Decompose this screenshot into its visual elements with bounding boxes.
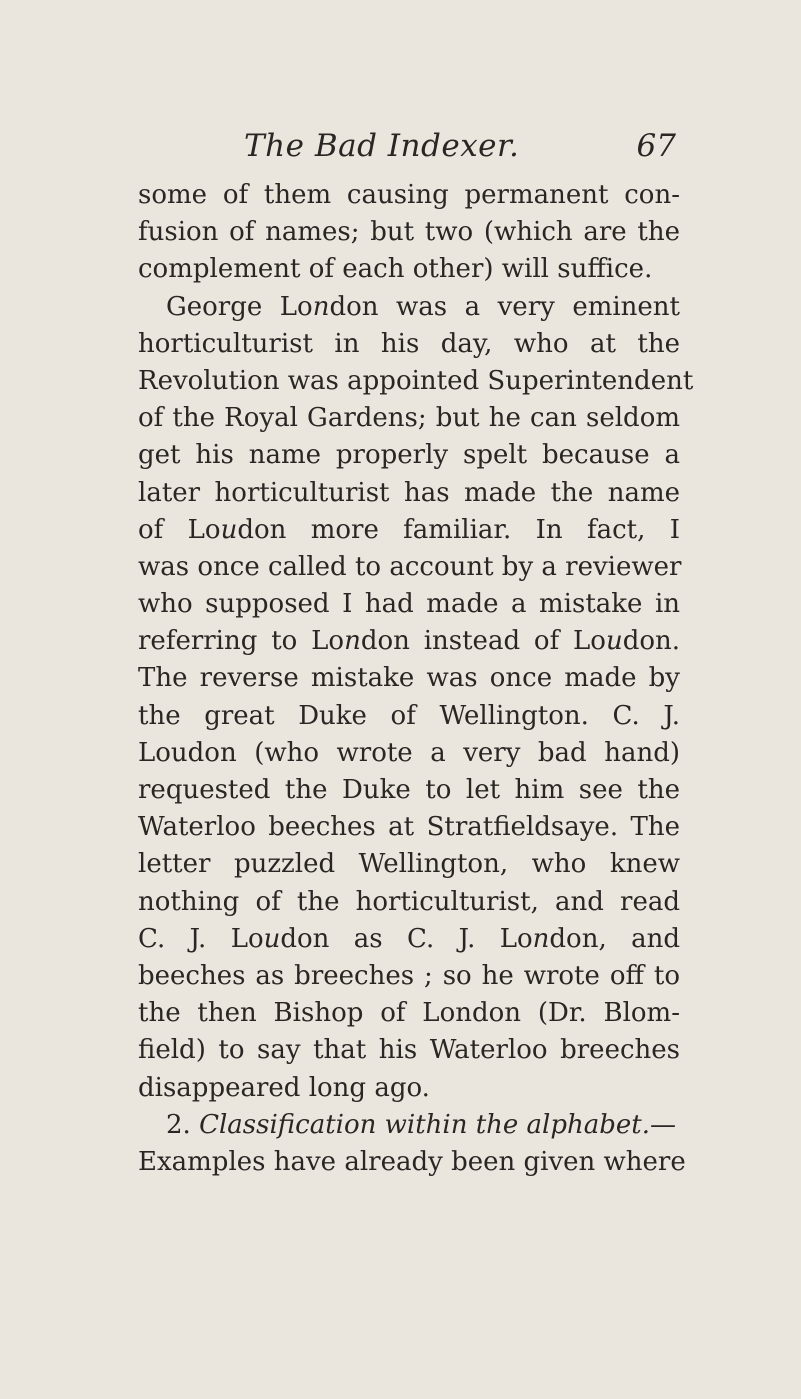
text-line [138,512,680,549]
text-line [138,884,680,921]
text-segment: horticulturist in his day, who at the [138,328,680,359]
text-line [138,214,680,251]
text-segment: field) to say that his Waterloo breeches [138,1035,680,1066]
text-segment: of the Royal Gardens; but he can seldom [138,403,680,434]
text-line [138,921,680,958]
text-segment: letter puzzled Wellington, who knew [138,849,680,880]
italic-text: u [605,626,623,657]
text-segment: disappeared long ago. [138,1072,430,1103]
text-line [138,326,680,363]
text-segment: don was a very eminent [329,291,681,322]
text-line [138,1144,686,1181]
text-line [138,177,680,214]
text-segment: get his name properly spelt because a [138,440,680,471]
text-line [138,475,680,512]
text-line [138,586,680,623]
text-segment: of Lo [138,514,221,545]
text-segment: don instead of Lo [360,626,606,657]
italic-text: u [263,923,281,954]
italic-text: Classification within the alphabet. [199,1109,651,1140]
text-segment: the then Bishop of London (Dr. Blom- [138,998,680,1029]
text-segment: referring to Lo [138,626,345,657]
italic-text: u [220,514,238,545]
text-line [138,809,680,846]
text-segment: C. J. Lo [138,923,264,954]
text-line [138,549,680,586]
text-segment: requested the Duke to let him see the [138,775,680,805]
text-segment: don as C. J. Lo [280,923,533,954]
text-segment: George Lo [166,291,313,322]
text-line [138,400,680,437]
italic-text: n [344,626,361,657]
text-line [138,1032,680,1069]
text-segment: don more familiar. In fact, I [237,514,680,545]
text-segment: 2. [166,1109,200,1140]
text-segment: Waterloo beeches at Stratfieldsaye. The [138,812,680,843]
text-segment: some of them causing permanent con- [138,180,680,210]
text-line [138,1107,680,1144]
text-line [138,995,680,1032]
text-line [138,363,694,400]
body-text [138,177,694,1181]
text-line [138,735,680,772]
running-head [244,118,676,168]
text-segment: — [650,1109,677,1140]
text-line [138,623,680,660]
text-line [138,1070,680,1107]
text-segment: Revolution was appointed Superintendent [138,365,694,396]
text-segment: The reverse mistake was once made by [138,663,680,694]
text-segment: Loudon (who wrote a very bad hand) [138,737,680,768]
text-line [138,772,680,809]
text-segment: later horticulturist has made the name [138,477,680,508]
text-segment: nothing of the horticulturist, and read [138,886,680,917]
page-number: 67 [636,128,676,164]
text-segment: Examples have already been given where [138,1146,686,1177]
text-line [138,958,680,995]
text-line [138,437,680,474]
text-segment: complement of each other) will suffice. [138,254,653,285]
text-segment: the great Duke of Wellington. C. J. [138,700,680,731]
text-line [138,251,680,288]
italic-text: n [532,923,550,954]
text-segment: fusion of names; but two (which are the [138,217,680,248]
text-segment: don, and [549,923,680,954]
text-line [138,846,680,883]
text-line [138,698,680,735]
text-line [138,289,680,326]
text-line [138,660,680,697]
running-title: The Bad Indexer. [244,128,520,164]
text-segment: beeches as breeches ; so he wrote off to [138,960,680,991]
text-segment: who supposed I had made a mistake in [138,589,680,620]
italic-text: n [312,291,330,322]
text-segment: don. [622,626,681,657]
text-segment: was once called to account by a reviewer [138,551,682,582]
